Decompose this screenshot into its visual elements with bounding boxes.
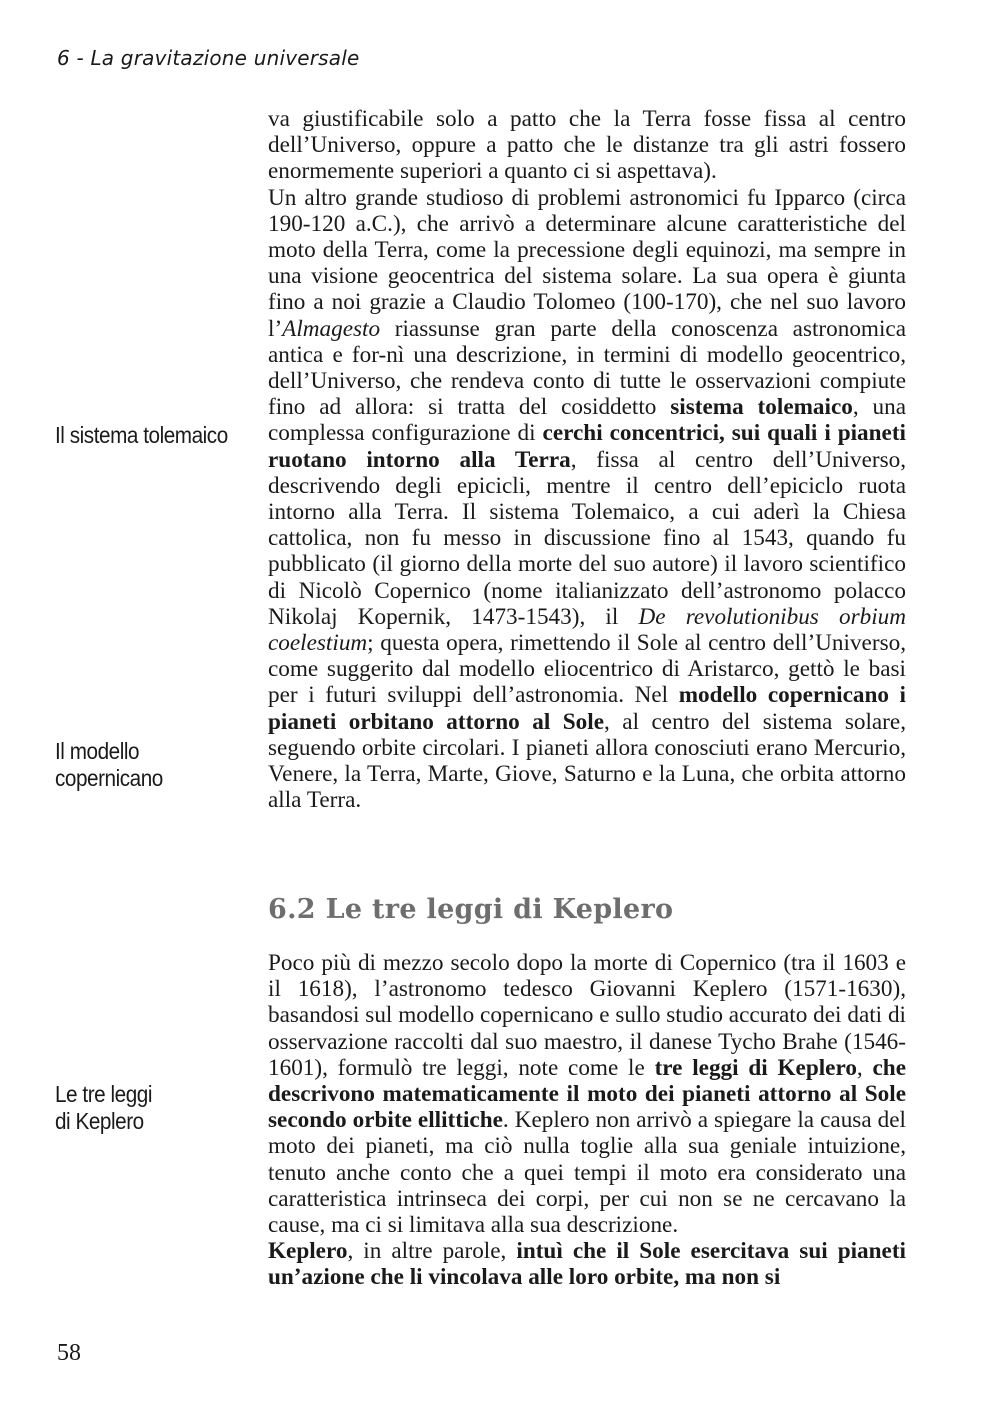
margin-note-sistema-tolemaico [55,422,235,449]
margin-note-tre-leggi-keplero [55,1081,235,1135]
text-run: Poco più di mezzo secolo dopo la morte di Copernico (tra il 1603 e il 1618), l’astronomo tedesco Giovanni Keplero (1571-1630), basandosi sul modello copernicano e sullo studio accurato dei dati di osservazione raccolti dal suo maestro, il danese Tycho Brahe (1546-1601), formulò tre leggi, note come le [268,950,906,1081]
text-run: ; questa opera, rimettendo il Sole al centro dell’Universo, come suggerito dal modello eliocentrico di Aristarco, gettò le basi per i futuri sviluppi dell’astronomia. Nel [268,630,906,709]
text-run: , al centro del sistema solare, seguendo orbite circolari. I pianeti allora conosciuti erano Mercurio, Venere, la Terra, Marte, Giove, Saturno e la Luna, che orbita attorno alla Terra. [268,708,906,814]
section-heading: 6.2 Le tre leggi di Keplero [268,894,674,925]
page-number: 58 [57,1340,81,1366]
margin-note-line: Il sistema tolemaico [55,422,228,448]
bold-term: modello copernicano i pianeti orbitano attorno al Sole [268,682,906,735]
margin-note-line: Il modello [55,738,140,764]
margin-note-line: Le tre leggi [55,1081,153,1107]
paragraph [268,950,906,1238]
text-run: . Keplero non arrivò a spiegare la causa del moto dei pianeti, ma ciò nulla toglie alla sua geniale intuizione, tenuto anche conto che a quei tempi il moto era considerato una caratteristica intrinseca dei corpi, per cui non se ne cercavano la cause, ma ci si limitava alla sua descrizione. [268,1107,906,1239]
body-text-lower [268,950,906,1291]
paragraph [268,185,906,814]
bold-term: Keplero [268,1238,348,1265]
italic-title-almagesto: Almagesto [282,315,381,342]
text-run: , [856,1054,873,1081]
bold-term: intuì che il Sole esercitava sui pianeti un’azione che li vincolava alle loro orbite, ma non si [268,1238,906,1291]
bold-term: sistema tolemaico [670,394,853,421]
bold-term: tre leggi di Keplero [654,1054,857,1081]
paragraph [268,1238,906,1290]
margin-note-line: di Keplero [55,1108,144,1134]
body-text-upper [268,106,906,813]
margin-note-line: copernicano [55,765,163,791]
text-run: Un altro grande studioso di problemi astronomici fu Ipparco (circa 190-120 a.C.), che arrivò a determinare alcune caratteristiche del moto della Terra, come la precessione degli equinozi, ma sempre in una visione geocentrica del sistema solare. La sua opera è giunta fino a noi grazie a Claudio Tolomeo (100-170), che nel suo lavoro l’ [268,184,906,342]
text-run: va giustificabile solo a patto che la Terra fosse fissa al centro dell’Universo, oppure a patto che le distanze tra gli astri fossero enormemente superiori a quanto ci si aspettava). [268,106,906,185]
text-run: , fissa al centro dell’Universo, descrivendo degli epicicli, mentre il centro dell’epiciclo ruota intorno alla Terra. Il sistema Tolemaico, a cui aderì la Chiesa cattolica, non fu messo in discussione fino al 1543, quando fu pubblicato (il giorno della morte del suo autore) il lavoro scientifico di Nicolò Copernico (nome italianizzato dell’astronomo polacco Nikolaj Kopernik, 1473-1543), il [268,446,906,630]
bold-term: che descrivono matematicamente il moto dei pianeti attorno al Sole secondo orbite ellittiche [268,1054,906,1134]
text-run: , una complessa configurazione di [268,394,907,447]
text-run: riassunse gran parte della conoscenza astronomica antica e for-nì una descrizione, in termini di modello geocentrico, dell’Universo, che rendeva conto di tutte le osservazioni compiute fino ad allora: si tratta del cosiddetto [268,315,906,421]
italic-title-de-revolutionibus: De revolutionibus orbium coelestium [268,603,906,657]
bold-term: cerchi concentrici, sui quali i pianeti ruotano intorno alla Terra [268,420,906,473]
paragraph [268,106,906,185]
running-head: 6 - La gravitazione universale [57,46,360,70]
text-run: , in altre parole, [347,1238,517,1265]
margin-note-modello-copernicano [55,738,235,792]
